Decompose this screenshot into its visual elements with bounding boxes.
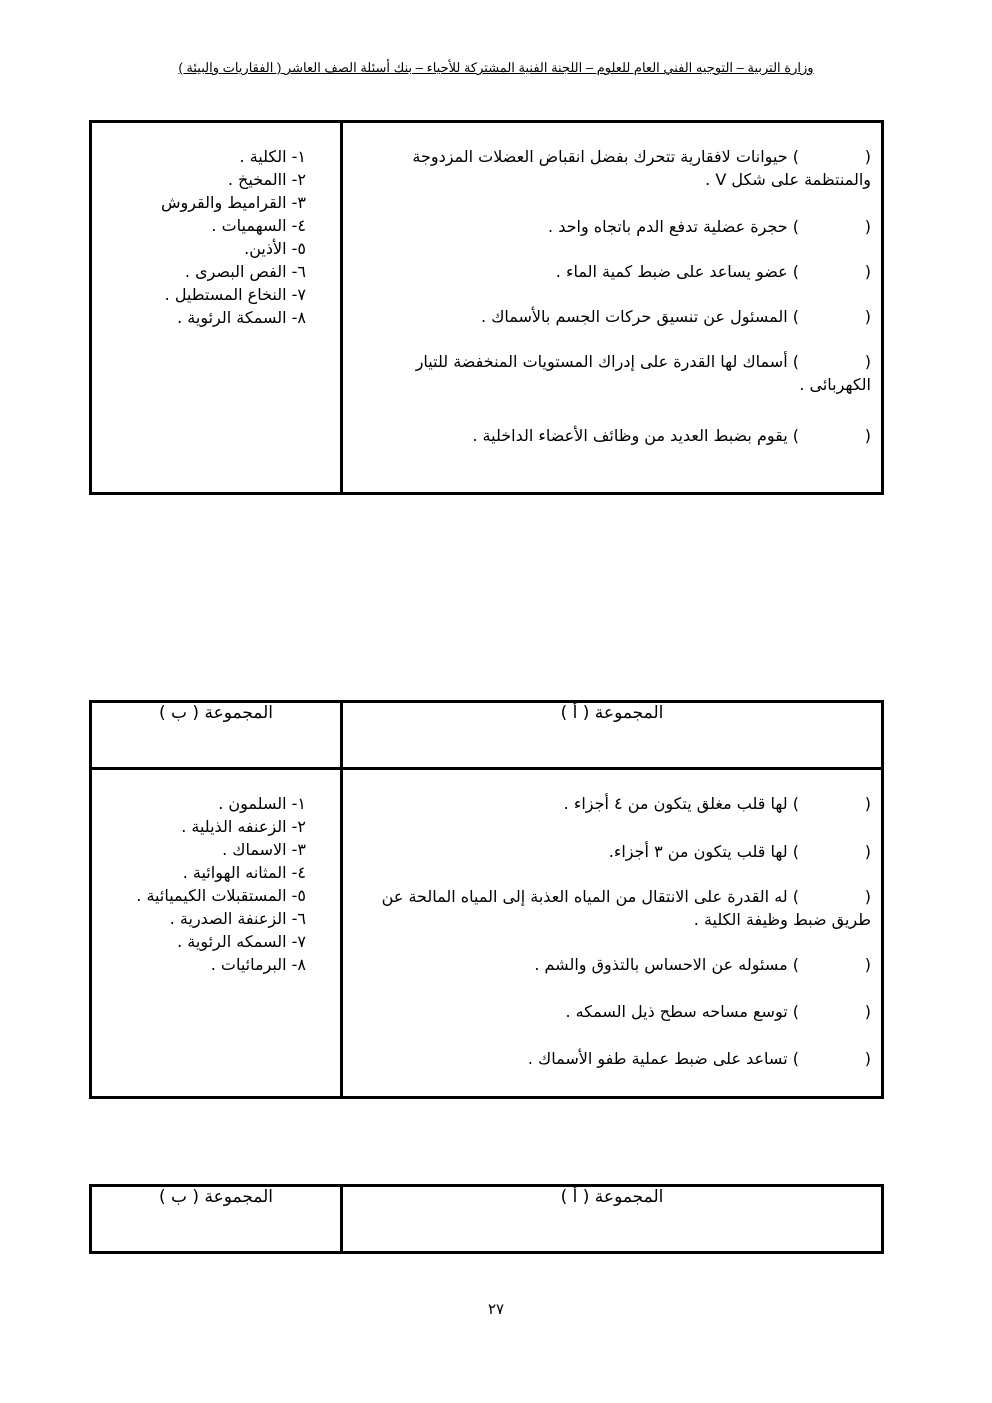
question-item (353, 424, 871, 447)
group-a-header: المجموعة ( أ ) (342, 1186, 883, 1253)
answer-item: ٧- النخاع المستطيل . (164, 285, 306, 304)
question-item (353, 305, 871, 328)
group-b-cell (91, 122, 342, 494)
answer-blank-open: ( (864, 794, 871, 813)
group-a-header: المجموعة ( أ ) (342, 702, 883, 769)
answer-blank-close: ) (792, 262, 799, 281)
group-b-cell (91, 769, 342, 1098)
answer-blank-close: ) (792, 887, 799, 906)
answer-blank-open: ( (864, 217, 871, 236)
question-text: حيوانات لافقارية تتحرك بفضل انقباض العضلات المزدوجة والمنتظمة على شكل V . (412, 147, 871, 189)
answer-blank-close: ) (792, 352, 799, 371)
answer-list (92, 123, 340, 339)
matching-table-3 (89, 1184, 884, 1254)
group-b-header: المجموعة ( ب ) (91, 1186, 342, 1253)
answer-item: ٦- الفص البصرى . (184, 262, 306, 281)
answer-blank-close: ) (792, 1049, 799, 1068)
group-b-header: المجموعة ( ب ) (91, 702, 342, 769)
answer-item: ٧- السمكه الرئوية . (177, 932, 306, 951)
question-item (353, 1000, 871, 1023)
answer-blank-close: ) (792, 426, 799, 445)
question-text: حجرة عضلية تدفع الدم باتجاه واحد . (548, 217, 793, 236)
answer-blank-open: ( (864, 842, 871, 861)
answer-blank-open: ( (864, 955, 871, 974)
answer-blank-open: ( (864, 352, 871, 371)
answer-item: ٨- البرمائيات . (210, 955, 306, 974)
question-item (353, 350, 871, 396)
answer-blank-close: ) (792, 842, 799, 861)
answer-blank-open: ( (864, 147, 871, 166)
answer-blank-close: ) (792, 1002, 799, 1021)
question-item (353, 792, 871, 815)
question-text: لها قلب يتكون من ٣ أجزاء. (608, 842, 793, 861)
answer-item: ٢- الزعنفه الذيلية . (181, 817, 306, 836)
answer-blank-open: ( (864, 887, 871, 906)
matching-table-1 (89, 120, 884, 495)
question-item (353, 215, 871, 238)
group-a-cell (342, 769, 883, 1098)
question-item (353, 953, 871, 976)
answer-item: ٣- القراميط والقروش (160, 193, 306, 212)
answer-blank-open: ( (864, 307, 871, 326)
question-list (343, 770, 881, 1080)
answer-blank-open: ( (864, 426, 871, 445)
question-item (353, 1047, 871, 1070)
question-text: تساعد على ضبط عملية طفو الأسماك . (527, 1049, 793, 1068)
question-text: عضو يساعد على ضبط كمية الماء . (555, 262, 793, 281)
answer-item: ٤- السهميات . (211, 216, 306, 235)
answer-item: ٥- الأذين. (244, 239, 306, 258)
group-a-cell (342, 122, 883, 494)
answer-item: ٨- السمكة الرئوية . (177, 308, 306, 327)
question-list (343, 123, 881, 457)
question-item (353, 840, 871, 863)
answer-blank-close: ) (792, 147, 799, 166)
matching-table-2 (89, 700, 884, 1099)
answer-blank-open: ( (864, 1002, 871, 1021)
answer-item: ٥- المستقبلات الكيميائية . (136, 886, 306, 905)
answer-list (92, 770, 340, 986)
question-item (353, 260, 871, 283)
answer-blank-close: ) (792, 307, 799, 326)
page-header: وزارة التربية – التوجيه الفني العام للعلوم – اللجنة الفنية المشتركة للأحياء – بنك أسئلة الصف العاشر ( الفقاريات والبيئة ) (178, 60, 814, 75)
answer-item: ١- الكلية . (239, 147, 306, 166)
answer-item: ٣- الاسماك . (222, 840, 306, 859)
page-number: ٢٧ (487, 1300, 505, 1318)
answer-blank-close: ) (792, 217, 799, 236)
question-text: له القدرة على الانتقال من المياه العذبة إلى المياه المالحة عن طريق ضبط وظيفة الكلية . (381, 887, 871, 929)
answer-item: ٤- المثانه الهوائية . (182, 863, 306, 882)
question-text: توسع مساحه سطح ذيل السمكه . (565, 1002, 793, 1021)
question-text: أسماك لها القدرة على إدراك المستويات المنخفضة للتيار الكهربائى . (415, 352, 871, 394)
question-text: لها قلب مغلق يتكون من ٤ أجزاء . (563, 794, 793, 813)
question-text: يقوم بضبط العديد من وظائف الأعضاء الداخلية . (472, 426, 793, 445)
answer-blank-close: ) (792, 955, 799, 974)
question-text: المسئول عن تنسيق حركات الجسم بالأسماك . (481, 307, 793, 326)
question-item (353, 885, 871, 931)
answer-item: ١- السلمون . (218, 794, 306, 813)
answer-blank-open: ( (864, 262, 871, 281)
answer-item: ٢- االمخيخ . (227, 170, 306, 189)
question-item (353, 145, 871, 191)
answer-blank-open: ( (864, 1049, 871, 1068)
answer-blank-close: ) (792, 794, 799, 813)
answer-item: ٦- الزعنفة الصدرية . (169, 909, 306, 928)
question-text: مسئوله عن الاحساس بالتذوق والشم . (534, 955, 793, 974)
